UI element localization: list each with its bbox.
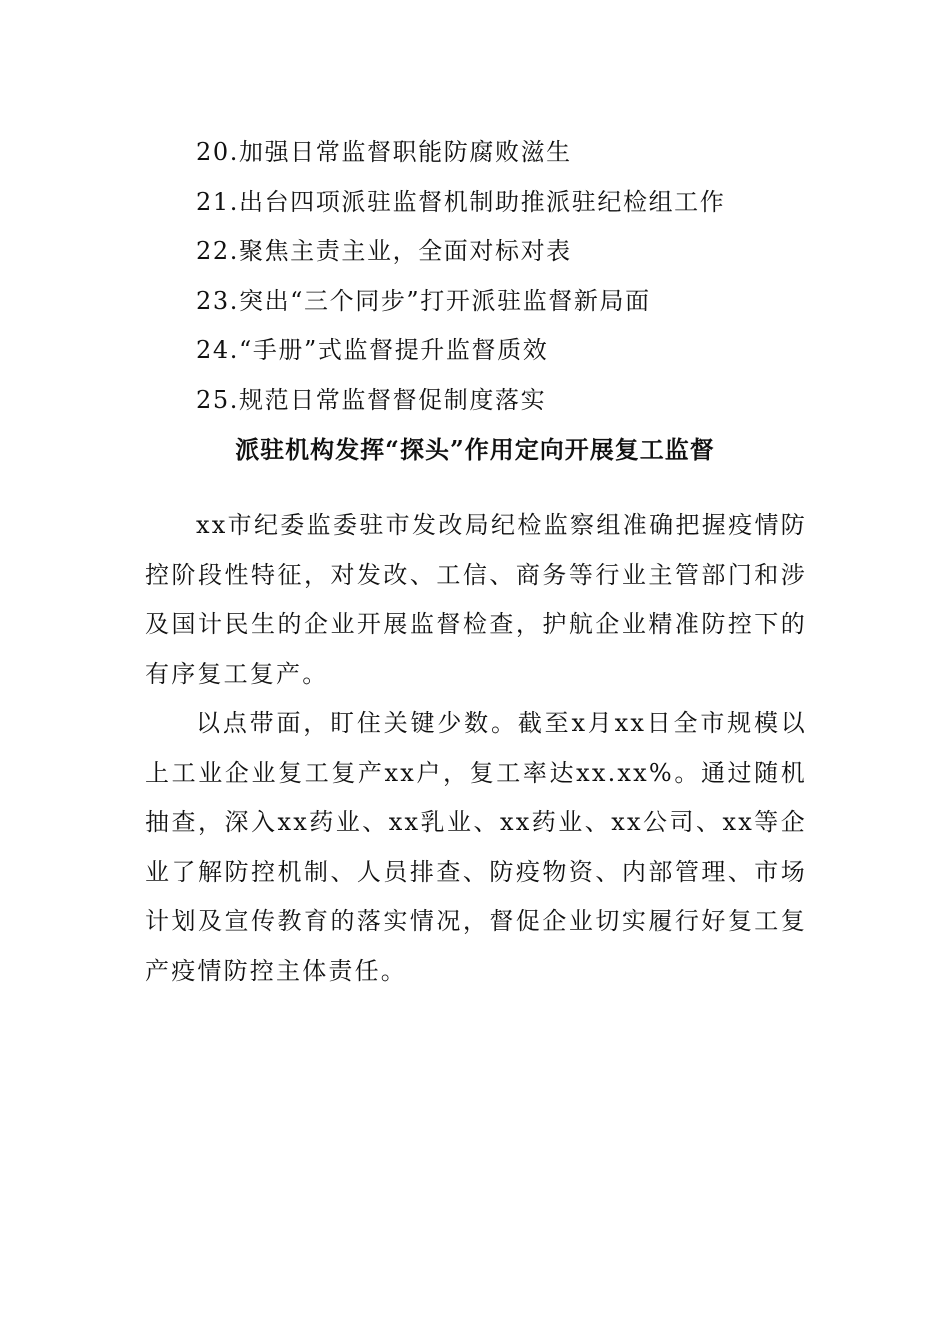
list-item: 25.规范日常监督督促制度落实 xyxy=(196,385,547,414)
list-item: 20.加强日常监督职能防腐败滋生 xyxy=(196,138,572,166)
list-item: 24.“手册”式监督提升监督质效 xyxy=(196,336,549,365)
section-title: 派驻机构发挥“探头”作用定向开展复工监督 xyxy=(235,435,715,464)
list-item: 21.出台四项派驻监督机制助推派驻纪检组工作 xyxy=(196,187,726,216)
list-item: 23.突出“三个同步”打开派驻监督新局面 xyxy=(196,286,651,315)
numbered-title-list xyxy=(196,132,836,430)
body-paragraph: 以点带面，盯住关键少数。截至x月xx日全市规模以上工业企业复工复产xx户，复工率达xx.xx%。通过随机抽查，深入xx药业、xx乳业、xx药业、xx公司、xx等企业了解防控机制、人员排查、防疫物资、内部管理、市场计划及宣传教育的落实情况，督促企业切实履行好复工复产疫情防控主体责任。 xyxy=(145,709,807,985)
list-item: 22.聚焦主责主业，全面对标对表 xyxy=(196,237,572,266)
body-paragraph: xx市纪委监委驻市发改局纪检监察组准确把握疫情防控阶段性特征，对发改、工信、商务等行业主管部门和涉及国计民生的企业开展监督检查，护航企业精准防控下的有序复工复产。 xyxy=(145,511,807,688)
